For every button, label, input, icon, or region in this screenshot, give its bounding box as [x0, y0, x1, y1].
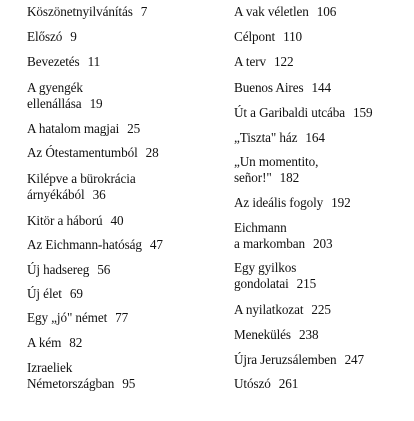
toc-entry — [27, 171, 136, 203]
toc-entry-page-number: 40 — [110, 213, 124, 228]
toc-entry-title: Előszó — [27, 29, 63, 44]
toc-entry-page-number: 203 — [313, 236, 333, 251]
toc-entry-title: Bevezetés — [27, 54, 80, 69]
toc-entry — [234, 260, 316, 292]
toc-entry-title: Menekülés — [234, 327, 291, 342]
toc-entry — [234, 105, 373, 121]
toc-entry-title: Az Ótestamentumból — [27, 145, 138, 160]
toc-entry-title: Utószó — [234, 376, 271, 391]
toc-entry-title: Buenos Aires — [234, 80, 304, 95]
toc-entry-page-number: 164 — [305, 130, 325, 145]
toc-entry — [27, 286, 83, 302]
toc-entry-page-number: 77 — [115, 310, 129, 325]
toc-entry-page-number: 9 — [70, 29, 77, 44]
toc-entry-title: A nyilatkozat — [234, 302, 304, 317]
toc-entry — [27, 121, 140, 137]
toc-entry-page-number: 28 — [145, 145, 159, 160]
toc-entry — [27, 4, 147, 20]
toc-entry-page-number: 122 — [274, 54, 294, 69]
toc-entry-title: A kém — [27, 335, 62, 350]
toc-entry-page-number: 7 — [140, 4, 148, 19]
toc-entry — [234, 327, 318, 343]
toc-entry-page-number: 36 — [92, 187, 106, 202]
toc-entry-page-number: 182 — [279, 170, 300, 185]
toc-entry-page-number: 192 — [331, 195, 351, 210]
toc-entry — [234, 195, 351, 211]
toc-entry — [27, 310, 128, 326]
toc-entry-title: A hatalom magjai — [27, 121, 120, 136]
toc-entry — [234, 4, 336, 20]
toc-entry-page-number: 25 — [127, 121, 141, 136]
toc-entry-title: Kilépve a bürokrácia — [27, 171, 136, 186]
toc-entry-page-number: 19 — [89, 96, 103, 111]
toc-entry-page-number: 159 — [353, 105, 373, 120]
toc-entry-page-number: 110 — [283, 29, 303, 44]
toc-entry-title: señor!" — [234, 170, 272, 185]
toc-entry-title: Eichmann — [234, 220, 287, 235]
toc-entry-title: Németországban — [27, 376, 115, 391]
toc-entry — [27, 80, 103, 112]
toc-entry-page-number: 144 — [311, 80, 331, 95]
toc-entry-page-number: 47 — [149, 237, 163, 252]
toc-entry-title: gondolatai — [234, 276, 289, 291]
toc-entry — [234, 302, 331, 318]
toc-entry — [234, 352, 364, 368]
toc-entry-title: Út a Garibaldi utcába — [234, 105, 346, 120]
toc-entry — [27, 335, 82, 351]
toc-entry-title: A vak véletlen — [234, 4, 309, 19]
toc-entry-page-number: 238 — [298, 327, 319, 342]
toc-entry — [27, 29, 77, 45]
toc-entry-title: Izraeliek — [27, 360, 73, 375]
toc-entry — [234, 80, 331, 96]
toc-entry-title: Kitör a háború — [27, 213, 103, 228]
toc-entry-page-number: 69 — [69, 286, 83, 301]
toc-entry-title: Újra Jeruzsálemben — [234, 352, 337, 367]
toc-entry — [27, 237, 163, 253]
toc-entry — [27, 360, 135, 392]
toc-entry-page-number: 247 — [344, 352, 365, 367]
toc-entry-title: A terv — [234, 54, 266, 69]
toc-entry-page-number: 56 — [97, 262, 111, 277]
toc-entry-page-number: 82 — [69, 335, 83, 350]
toc-entry-title: „Tiszta" ház — [234, 130, 298, 145]
toc-entry — [234, 29, 302, 45]
toc-entry-title: Egy „jó" német — [27, 310, 108, 325]
toc-entry-page-number: 95 — [122, 376, 136, 391]
toc-entry-page-number: 225 — [311, 302, 331, 317]
toc-entry-title: Az Eichmann-hatóság — [27, 237, 142, 252]
toc-entry — [27, 213, 124, 229]
toc-entry-page-number: 261 — [278, 376, 299, 391]
toc-entry — [234, 376, 298, 392]
toc-entry-title: a markomban — [234, 236, 306, 251]
toc-entry-title: ellenállása — [27, 96, 82, 111]
toc-entry-title: árnyékából — [27, 187, 85, 202]
toc-entry-title: Célpont — [234, 29, 276, 44]
toc-entry — [27, 262, 110, 278]
toc-entry-page-number: 11 — [87, 54, 101, 69]
toc-entry-title: Új hadsereg — [27, 262, 90, 277]
toc-entry-title: Köszönetnyilvánítás — [27, 4, 133, 19]
toc-entry-title: A gyengék — [27, 80, 83, 95]
toc-entry — [27, 145, 159, 161]
toc-entry — [234, 130, 325, 146]
toc-entry — [234, 54, 293, 70]
toc-entry-title: Új élet — [27, 286, 62, 301]
toc-entry-title: Egy gyilkos — [234, 260, 297, 275]
toc-entry-title: Az ideális fogoly — [234, 195, 324, 210]
toc-entry — [234, 154, 318, 186]
toc-entry-page-number: 106 — [316, 4, 337, 19]
toc-entry-title: „Un momentito, — [234, 154, 319, 169]
toc-entry — [234, 220, 333, 252]
toc-entry-page-number: 215 — [296, 276, 317, 291]
toc-entry — [27, 54, 100, 70]
